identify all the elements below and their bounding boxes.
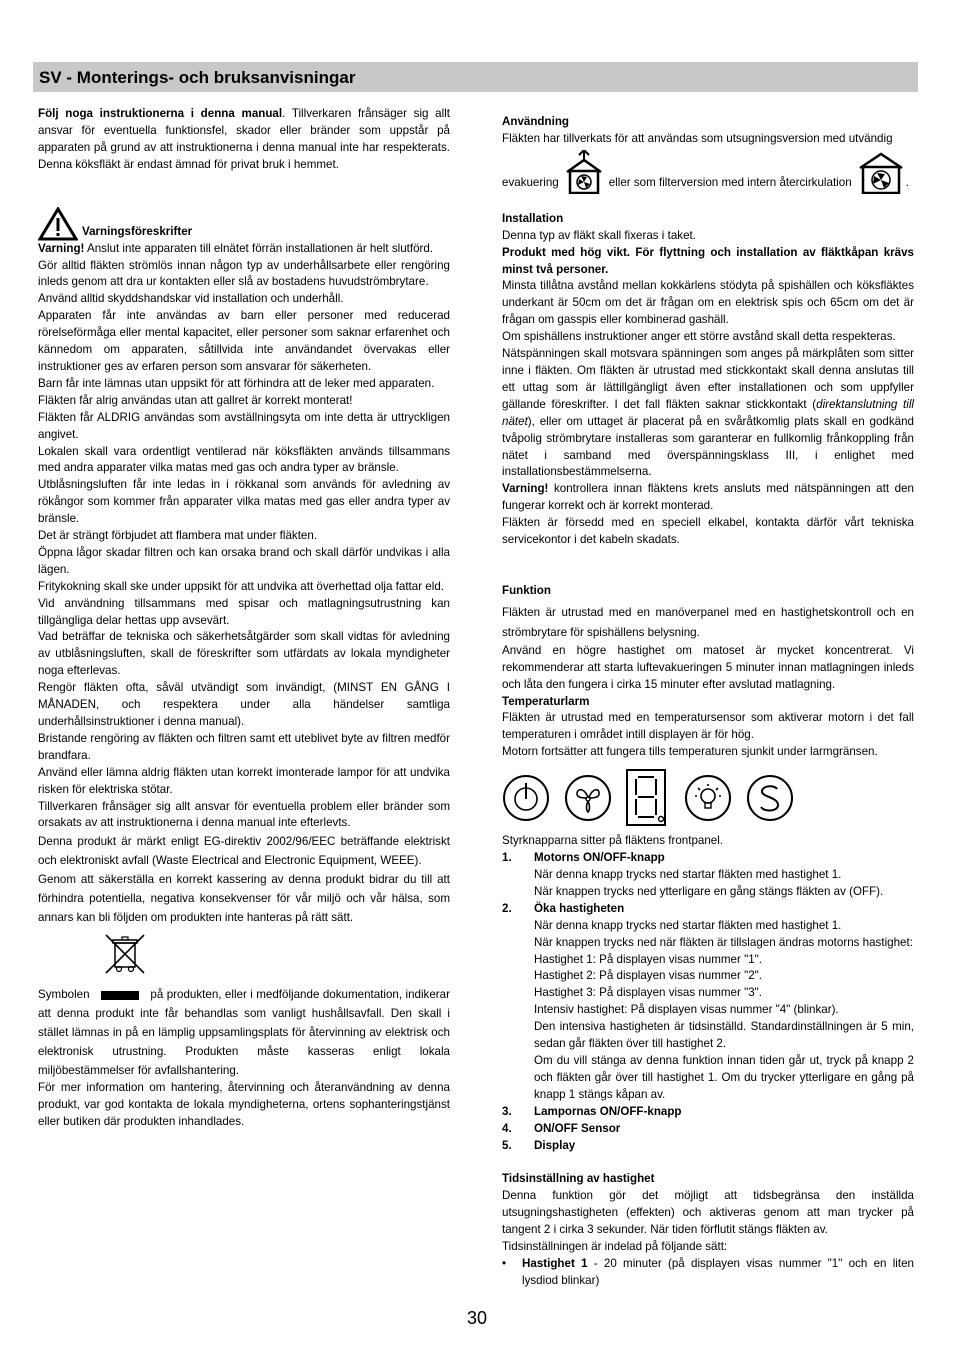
timer-text: Tidsinställningen är indelad på följande sätt: — [502, 1240, 728, 1254]
warning-paragraph: Lokalen skall vara ordentligt ventilerad när köksfläkten används tillsammans med andra apparater vilka matas med gas och andra typer av bränsle. — [38, 444, 450, 475]
installation-text: Denna typ av fläkt skall fixeras i taket. — [502, 228, 696, 242]
temperature-text: Motorn fortsätter att fungera tills temperaturen sjunkit under larmgränsen. — [502, 745, 878, 759]
use-text: Fläkten har tillverkats för att användas som utsugningsversion med utvändig — [502, 131, 893, 145]
warning-paragraph: Fläkten får alrig användas utan att gallret är korrekt monterat! — [38, 393, 353, 407]
speed-line: Intensiv hastighet: På displayen visas nummer "4" (blinkar). — [534, 1003, 839, 1017]
warning-heading: Varningsföreskrifter — [38, 207, 450, 241]
right-column — [502, 114, 914, 1290]
list-item: 5. Display — [502, 1138, 576, 1152]
crossed-bin-icon — [102, 931, 148, 977]
speed-line: Hastighet 2: På displayen visas nummer "2". — [534, 969, 762, 983]
warning-paragraph: Rengör fläkten ofta, såväl utvändigt som invändigt, (MINST EN GÅNG I MÅNADEN, och respektera under alla händelser samtliga underhållsinstruktioner i denna manual). — [38, 681, 450, 728]
installation-text: Om spishällens instruktioner anger ett större avstånd skall detta respekteras. — [502, 330, 896, 344]
list-item-text: Den intensiva hastigheten är tidsinställd. Standardinställningen är 5 min, sedan går fläkten över till hastighet 2. — [534, 1020, 914, 1051]
installation-text: Nätspänningen skall motsvara spänningen som anges på märkplåten som sitter inne i fläkten. Om fläkten är utrustad med stickkontakt skall denna anslutas till ett uttag som är lättillgängligt även efter installationen och som uppfyller gällande föreskrifter. I det fall fläkten saknar stickkontakt (direktanslutning till nätet), eller om uttaget är placerat på en svåråtkomlig plats skall en godkänd tvåpolig strömbrytare installeras som garanterar en fullkomlig frånkoppling från nätet i samband med överspänningsklass III, i enlighet med installationsbestämmelserna. — [502, 347, 914, 479]
installation-warning: Varning! kontrollera innan fläktens krets ansluts med nätspänningen att den fungerar korrekt och är korrekt monterad. — [502, 482, 914, 513]
warning-paragraph: Bristande rengöring av fläkten och filtren samt ett uteblivet byte av filtren medför brandfara. — [38, 731, 450, 762]
seven-segment-display-icon — [626, 769, 670, 827]
warning-paragraph: Det är strängt förbjudet att flambera mat under fläkten. — [38, 529, 318, 543]
warning-triangle-icon — [38, 207, 78, 241]
warning-paragraph: Barn får inte lämnas utan uppsikt för att förhindra att de leker med apparaten. — [38, 376, 435, 390]
list-item: 3. Lampornas ON/OFF-knapp — [502, 1104, 682, 1118]
warning-paragraph: Fritykokning skall ske under uppsikt för att undvika att överhettad olja fattar eld. — [38, 579, 444, 593]
weee-paragraph: Denna produkt är märkt enligt EG-direktiv 2002/96/EEC beträffande elektriskt och elektroniskt avfall (Waste Electrical and Electronic Equipment, WEEE). — [38, 835, 450, 868]
section-heading-function: Funktion — [502, 583, 551, 597]
warning-paragraph: Vid användning tillsammans med spisar och matlagningsutrustning kan tillgängliga delar hettas upp avsevärt. — [38, 596, 450, 627]
timer-text: Denna funktion gör det möjligt att tidsbegränsa den inställda utsugningshastigheten (effekten) och aktiveras genom att man trycker på tangent 2 i cirka 3 sekunder. När tiden förflutit stängs fläkten av. — [502, 1189, 914, 1237]
installation-weight-warning: Produkt med hög vikt. För flyttning och installation av fläktkåpan krävs minst två personer. — [502, 245, 914, 276]
black-bar-symbol — [101, 991, 139, 1000]
timer-bullet: • Hastighet 1 - 20 minuter (på displayen visas nummer "1" och en liten lysdiod blinkar) — [502, 1256, 914, 1287]
list-item-text: När knappen trycks ned när fläkten är tillslagen ändras motorns hastighet: — [534, 935, 913, 949]
fan-icon — [564, 774, 612, 822]
weee-paragraph: Genom att säkerställa en korrekt kassering av denna produkt bidrar du till att förhindra potentiella, negativa konsekvenser för vår miljö och vår hälsa, som annars kan bli följden om produkten inte hanteras på rätt sätt. — [38, 873, 450, 925]
speed-line: Hastighet 3: På displayen visas nummer "3". — [534, 986, 762, 1000]
warning-first: Varning! Anslut inte apparaten till elnätet förrän installationen är helt slutförd. — [38, 241, 434, 255]
warning-paragraph: Apparaten får inte användas av barn eller personer med reducerad rörelseförmåga eller mental kapacitet, eller personer som saknar erfarenhet och kännedom om apparaten, såtillvida inte användandet övervakas eller instruktioner ges av erfaren person som ansvarar för säkerheten. — [38, 309, 450, 373]
installation-text: Minsta tillåtna avstånd mellan kokkärlens stödyta på spishällen och köksfläktes underkant är 50cm om det är frågan om en elektrisk spis och 65cm om det är frågan om gasspis eller kombinerad gashäll. — [502, 279, 914, 327]
warning-paragraph: Fläkten får ALDRIG användas som avställningsyta om inte detta är uttryckligen angivet. — [38, 410, 450, 441]
use-icons-line: evakuering eller som filterversion med intern återcirkulation . — [502, 150, 914, 194]
warning-paragraph: Tillverkaren frånsäger sig allt ansvar för eventuella problem eller bränder som orsakats av att instruktionerna i denna manual inte efterlevts. — [38, 799, 450, 830]
warning-paragraph: Gör alltid fläkten strömlös innan någon typ av underhållsarbete eller rengöring inleds genom att dra ur kontakten eller slå av bostadens huvudströmbrytare. — [38, 258, 450, 289]
section-header — [33, 62, 918, 92]
function-text: Använd en högre hastighet om matoset är mycket koncentrerat. Vi rekommenderar att starta luftevakueringen 5 minuter innan matlagningen inleds och låta den fungera i cirka 15 minuter efter avslutad matlagning. — [502, 643, 914, 691]
symbol-paragraph: Symbolen på produkten, eller i medföljande dokumentation, indikerar att denna produkt inte får behandlas som vanligt hushållsavfall. Den skall i stället lämnas in på en lämplig uppsamlingsplats för återvinning av elektrisk och elektronisk utrustning. Produkten måste kasseras enligt lokala miljöbestämmelser för avfallshantering. — [38, 988, 450, 1078]
warning-paragraph: Utblåsningsluften får inte ledas in i rökkanal som används för avledning av rökångor som kommer från apparater vilka matas med gas eller andra typer av bränsle. — [38, 478, 450, 526]
list-item-text: När denna knapp trycks ned startar fläkten med hastighet 1. — [534, 868, 842, 881]
page-number: 30 — [466, 1308, 488, 1328]
section-heading-temperature: Temperaturlarm — [502, 694, 590, 708]
section-heading-use: Användning — [502, 115, 569, 128]
warning-paragraph: Använd eller lämna aldrig fläkten utan korrekt imonterade lampor för att undvika risken för elektriska stötar. — [38, 765, 450, 796]
list-item: 1. Motorns ON/OFF-knapp — [502, 851, 665, 865]
power-icon — [502, 774, 550, 822]
temperature-text: Fläkten är utrustad med en temperatursensor som aktiverar motorn i det fall temperaturen i området intill displayen är för hög. — [502, 711, 914, 742]
light-bulb-icon — [684, 774, 732, 822]
extraction-house-icon — [565, 150, 603, 194]
list-item: 2. Öka hastigheten — [502, 901, 625, 915]
weee-paragraph: För mer information om hantering, återvinning och återanvändning av denna produkt, var god kontakta de lokala myndigheterna, ortens sophanteringstjänst eller butiken där produkten inhandlades. — [38, 1081, 450, 1129]
section-heading-installation: Installation — [502, 211, 564, 225]
list-item-text: Om du vill stänga av denna funktion innan tiden går ut, tryck på knapp 2 och fläkten går över till hastighet 1. Om du trycker ytterligare en gång på knapp 1 stängs kåpan av. — [534, 1053, 914, 1101]
warning-paragraph: Öppna lågor skadar filtren och kan orsaka brand och skall därför undvikas i alla lägen. — [38, 545, 450, 576]
installation-text: Fläkten är försedd med en speciell elkabel, kontakta därför vårt tekniska servicekontor i det kabeln skadats. — [502, 516, 914, 547]
warning-paragraph: Använd alltid skyddshandskar vid installation och underhåll. — [38, 292, 344, 306]
left-column — [38, 106, 450, 1131]
warning-paragraph: Vad beträffar de tekniska och säkerhetsåtgärder som skall vidtas för avledning av utblåsningsluften, skall de föreskrifter som utfärdats av lokala myndigheter noga efterlevas. — [38, 630, 450, 678]
panel-text: Styrknapparna sitter på fläktens frontpanel. — [502, 834, 724, 848]
control-panel-icons — [502, 769, 914, 827]
list-item-text: När denna knapp trycks ned startar fläkten med hastighet 1. — [534, 918, 842, 932]
page-title: SV - Monterings- och bruksanvisningar — [39, 68, 356, 87]
section-heading-timer: Tidsinställning av hastighet — [502, 1172, 655, 1186]
list-item-text: När knappen trycks ned ytterligare en gång stängs fläkten av (OFF). — [534, 884, 884, 898]
speed-line: Hastighet 1: På displayen visas nummer "1". — [534, 952, 762, 966]
function-text: Fläkten är utrustad med en manöverpanel med en hastighetskontroll och en strömbrytare för spishällens belysning. — [502, 605, 914, 639]
intro-paragraph: Följ noga instruktionerna i denna manual. Tillverkaren frånsäger sig allt ansvar för eventuella funktionsfel, skador eller bränder som uppstår på apparaten på grund av att instruktionerna i denna manual inte har respekterats. Denna köksfläkt är endast ämnad för privat bruk i hemmet. — [38, 107, 450, 171]
recirculation-house-icon — [858, 152, 904, 194]
sensor-s-icon — [746, 774, 794, 822]
list-item: 4. ON/OFF Sensor — [502, 1121, 621, 1135]
